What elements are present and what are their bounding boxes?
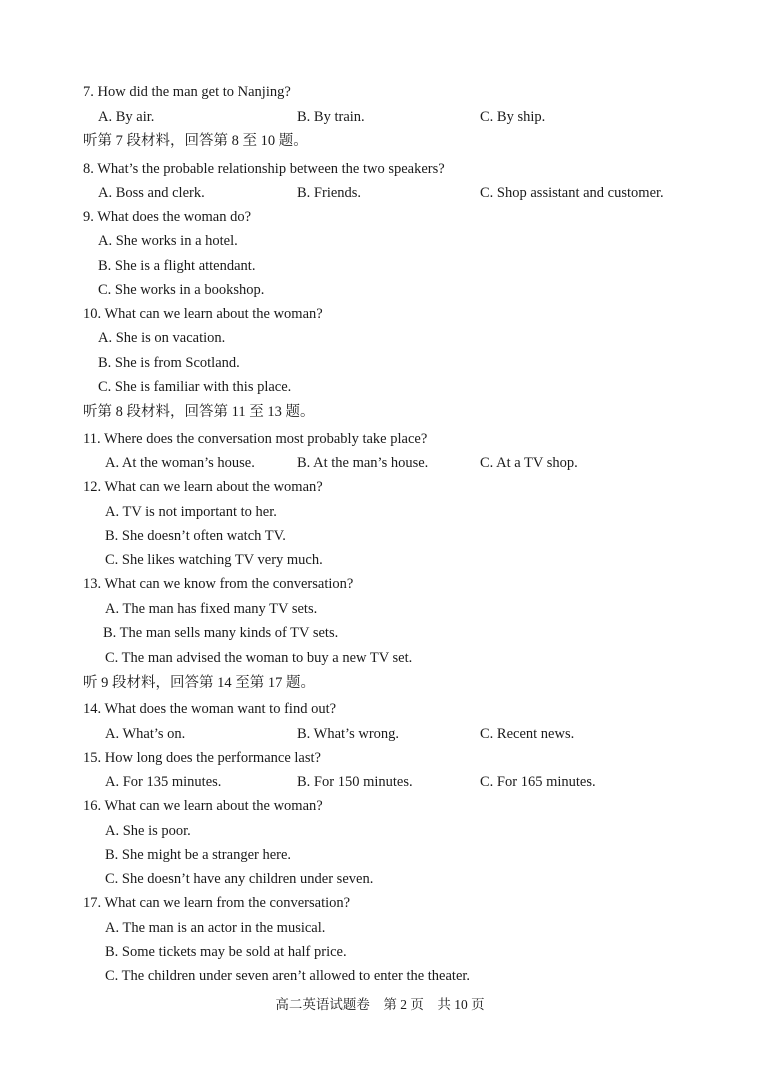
option-b: B. Some tickets may be sold at half price.	[105, 944, 347, 960]
question-10: 10. What can we learn about the woman?	[83, 306, 323, 322]
question-15: 15. How long does the performance last?	[83, 750, 321, 766]
option-a: A. The man has fixed many TV sets.	[105, 601, 318, 617]
question-7: 7. How did the man get to Nanjing?	[83, 84, 291, 100]
option-c: C. The children under seven aren’t allowed to enter the theater.	[105, 968, 471, 984]
option-b: B. She is from Scotland.	[98, 355, 240, 371]
option-a: A. By air.	[98, 109, 155, 125]
option-b: B. For 150 minutes.	[297, 774, 413, 790]
option-a: A. She works in a hotel.	[98, 233, 238, 249]
question-14: 14. What does the woman want to find out?	[83, 701, 337, 717]
option-b: B. She doesn’t often watch TV.	[105, 528, 286, 544]
page-footer: 高二英语试题卷 第 2 页 共 10 页	[275, 997, 485, 1012]
option-b: B. What’s wrong.	[297, 726, 400, 742]
question-13: 13. What can we know from the conversation?	[83, 576, 354, 592]
option-b: B. Friends.	[297, 185, 362, 201]
option-c: C. She likes watching TV very much.	[105, 552, 323, 568]
question-12: 12. What can we learn about the woman?	[83, 479, 323, 495]
option-b: B. By train.	[297, 109, 365, 125]
option-c: C. She is familiar with this place.	[98, 379, 292, 395]
option-c: C. For 165 minutes.	[480, 774, 596, 790]
option-a: A. At the woman’s house.	[105, 455, 255, 471]
option-b: B. At the man’s house.	[297, 455, 429, 471]
option-a: A. She is poor.	[105, 823, 191, 839]
option-c: C. The man advised the woman to buy a new TV set.	[105, 650, 413, 666]
option-b: B. The man sells many kinds of TV sets.	[103, 625, 339, 641]
section-heading-7: 听第 7 段材料，回答第 8 至 10 题。	[83, 133, 308, 149]
option-c: C. Recent news.	[480, 726, 575, 742]
option-a: A. TV is not important to her.	[105, 504, 277, 520]
option-c: C. At a TV shop.	[480, 455, 578, 471]
question-17: 17. What can we learn from the conversation?	[83, 895, 351, 911]
option-c: C. She doesn’t have any children under seven.	[105, 871, 374, 887]
option-c: C. Shop assistant and customer.	[480, 185, 664, 201]
option-b: B. She might be a stranger here.	[105, 847, 292, 863]
option-c: C. She works in a bookshop.	[98, 282, 265, 298]
question-9: 9. What does the woman do?	[83, 209, 252, 225]
question-8: 8. What’s the probable relationship between the two speakers?	[83, 161, 445, 177]
section-heading-9: 听 9 段材料，回答第 14 至第 17 题。	[83, 675, 315, 691]
option-c: C. By ship.	[480, 109, 546, 125]
question-16: 16. What can we learn about the woman?	[83, 798, 323, 814]
question-11: 11. Where does the conversation most probably take place?	[83, 431, 428, 447]
option-b: B. She is a flight attendant.	[98, 258, 256, 274]
option-a: A. The man is an actor in the musical.	[105, 920, 326, 936]
section-heading-8: 听第 8 段材料，回答第 11 至 13 题。	[83, 404, 315, 420]
option-a: A. Boss and clerk.	[98, 185, 205, 201]
option-a: A. For 135 minutes.	[105, 774, 222, 790]
option-a: A. What’s on.	[105, 726, 186, 742]
option-a: A. She is on vacation.	[98, 330, 226, 346]
